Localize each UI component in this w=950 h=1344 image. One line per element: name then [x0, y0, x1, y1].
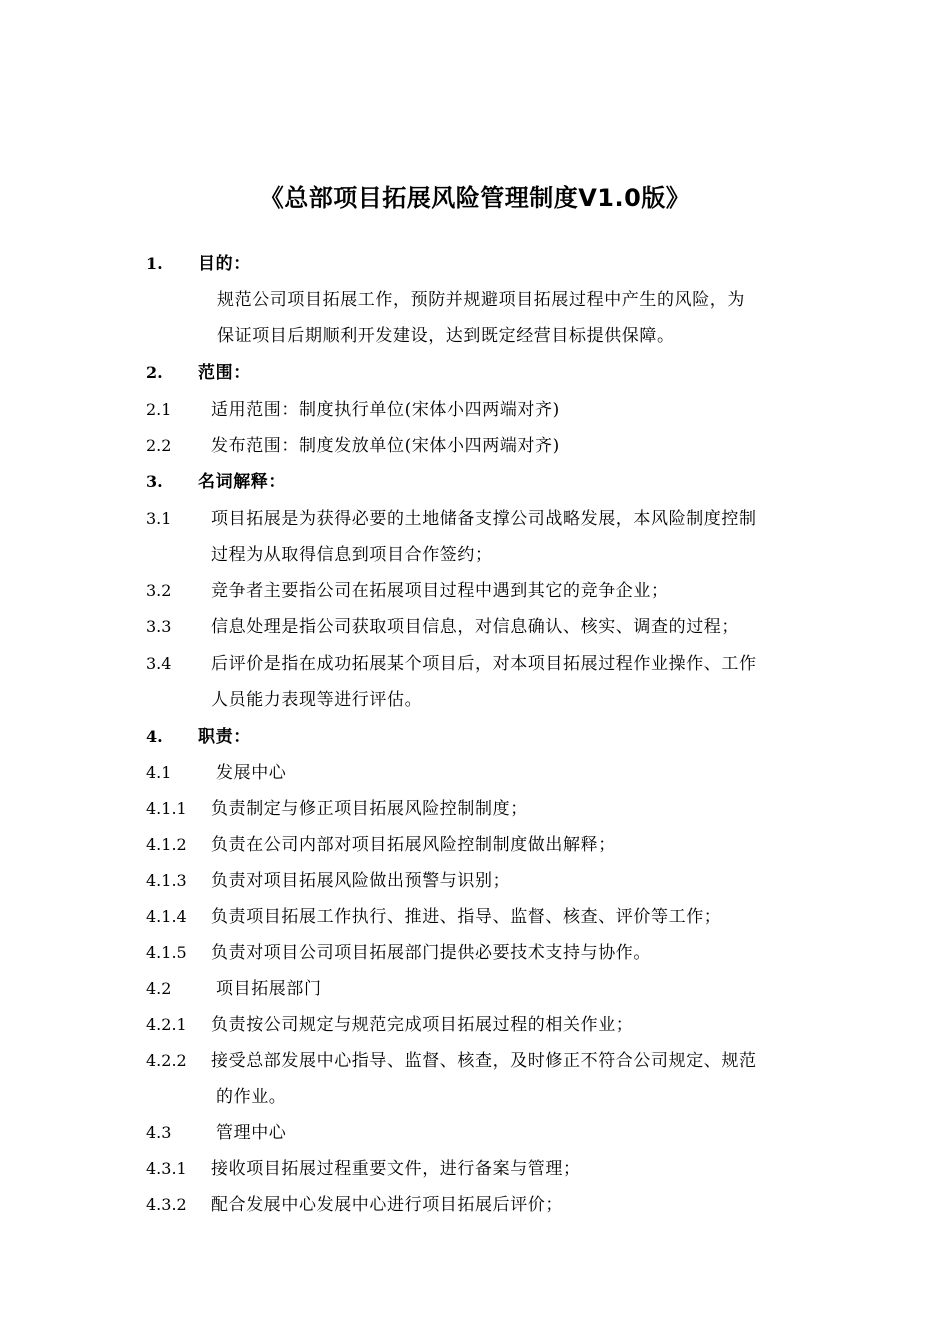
item-number: 4.1.4 — [146, 907, 187, 926]
item-text: 负责制定与修正项目拓展风险控制制度； — [211, 799, 528, 819]
document-title: 《总部项目拓展风险管理制度V1.0版》 — [259, 184, 691, 212]
item-text: 负责对项目公司项目拓展部门提供必要技术支持与协作。 — [211, 943, 651, 963]
section-number: 4. — [146, 727, 163, 746]
paragraph-line: 规范公司项目拓展工作，预防并规避项目拓展过程中产生的风险，为 — [217, 290, 745, 310]
item-number: 2.2 — [146, 436, 172, 455]
item-text: 发布范围：制度发放单位(宋体小四两端对齐) — [211, 436, 560, 456]
item-number: 4.3.1 — [146, 1159, 187, 1178]
section-number: 2. — [146, 363, 163, 382]
section-heading: 职责： — [198, 727, 251, 747]
subsection-title: 项目拓展部门 — [216, 979, 322, 999]
item-number: 3.4 — [146, 654, 172, 673]
subsection-title: 管理中心 — [216, 1123, 287, 1143]
item-text: 负责项目拓展工作执行、推进、指导、监督、核查、评价等工作； — [211, 907, 722, 927]
item-number: 3.1 — [146, 509, 172, 528]
item-text: 接受总部发展中心指导、监督、核查，及时修正不符合公司规定、规范 — [211, 1051, 757, 1071]
subsection-number: 4.2 — [146, 979, 172, 998]
item-text-continuation: 人员能力表现等进行评估。 — [211, 690, 423, 710]
item-text-continuation: 的作业。 — [216, 1087, 287, 1107]
section-heading: 范围： — [198, 363, 251, 383]
item-text: 配合发展中心发展中心进行项目拓展后评价； — [211, 1195, 563, 1215]
item-text: 信息处理是指公司获取项目信息，对信息确认、核实、调查的过程； — [211, 617, 739, 637]
item-number: 3.2 — [146, 581, 172, 600]
section-heading: 名词解释： — [198, 472, 286, 492]
subsection-number: 4.1 — [146, 763, 172, 782]
item-number: 4.1.3 — [146, 871, 187, 890]
item-text: 适用范围：制度执行单位(宋体小四两端对齐) — [211, 400, 560, 420]
item-number: 3.3 — [146, 617, 172, 636]
item-number: 4.1.2 — [146, 835, 187, 854]
section-number: 3. — [146, 472, 163, 491]
item-text: 竞争者主要指公司在拓展项目过程中遇到其它的竞争企业； — [211, 581, 669, 601]
subsection-number: 4.3 — [146, 1123, 172, 1142]
item-text: 项目拓展是为获得必要的土地储备支撑公司战略发展，本风险制度控制 — [211, 509, 757, 529]
section-number: 1. — [146, 254, 163, 273]
item-number: 2.1 — [146, 400, 172, 419]
subsection-title: 发展中心 — [216, 763, 287, 783]
paragraph-line: 保证项目后期顺利开发建设，达到既定经营目标提供保障。 — [217, 326, 675, 346]
item-number: 4.3.2 — [146, 1195, 187, 1214]
item-text: 负责对项目拓展风险做出预警与识别； — [211, 871, 511, 891]
item-number: 4.1.1 — [146, 799, 187, 818]
item-text: 负责在公司内部对项目拓展风险控制制度做出解释； — [211, 835, 616, 855]
item-text: 负责按公司规定与规范完成项目拓展过程的相关作业； — [211, 1015, 634, 1035]
item-number: 4.2.2 — [146, 1051, 187, 1070]
item-text-continuation: 过程为从取得信息到项目合作签约； — [211, 545, 493, 565]
item-number: 4.1.5 — [146, 943, 187, 962]
item-text: 接收项目拓展过程重要文件，进行备案与管理； — [211, 1159, 581, 1179]
item-number: 4.2.1 — [146, 1015, 187, 1034]
item-text: 后评价是指在成功拓展某个项目后，对本项目拓展过程作业操作、工作 — [211, 654, 757, 674]
section-heading: 目的： — [198, 254, 251, 274]
